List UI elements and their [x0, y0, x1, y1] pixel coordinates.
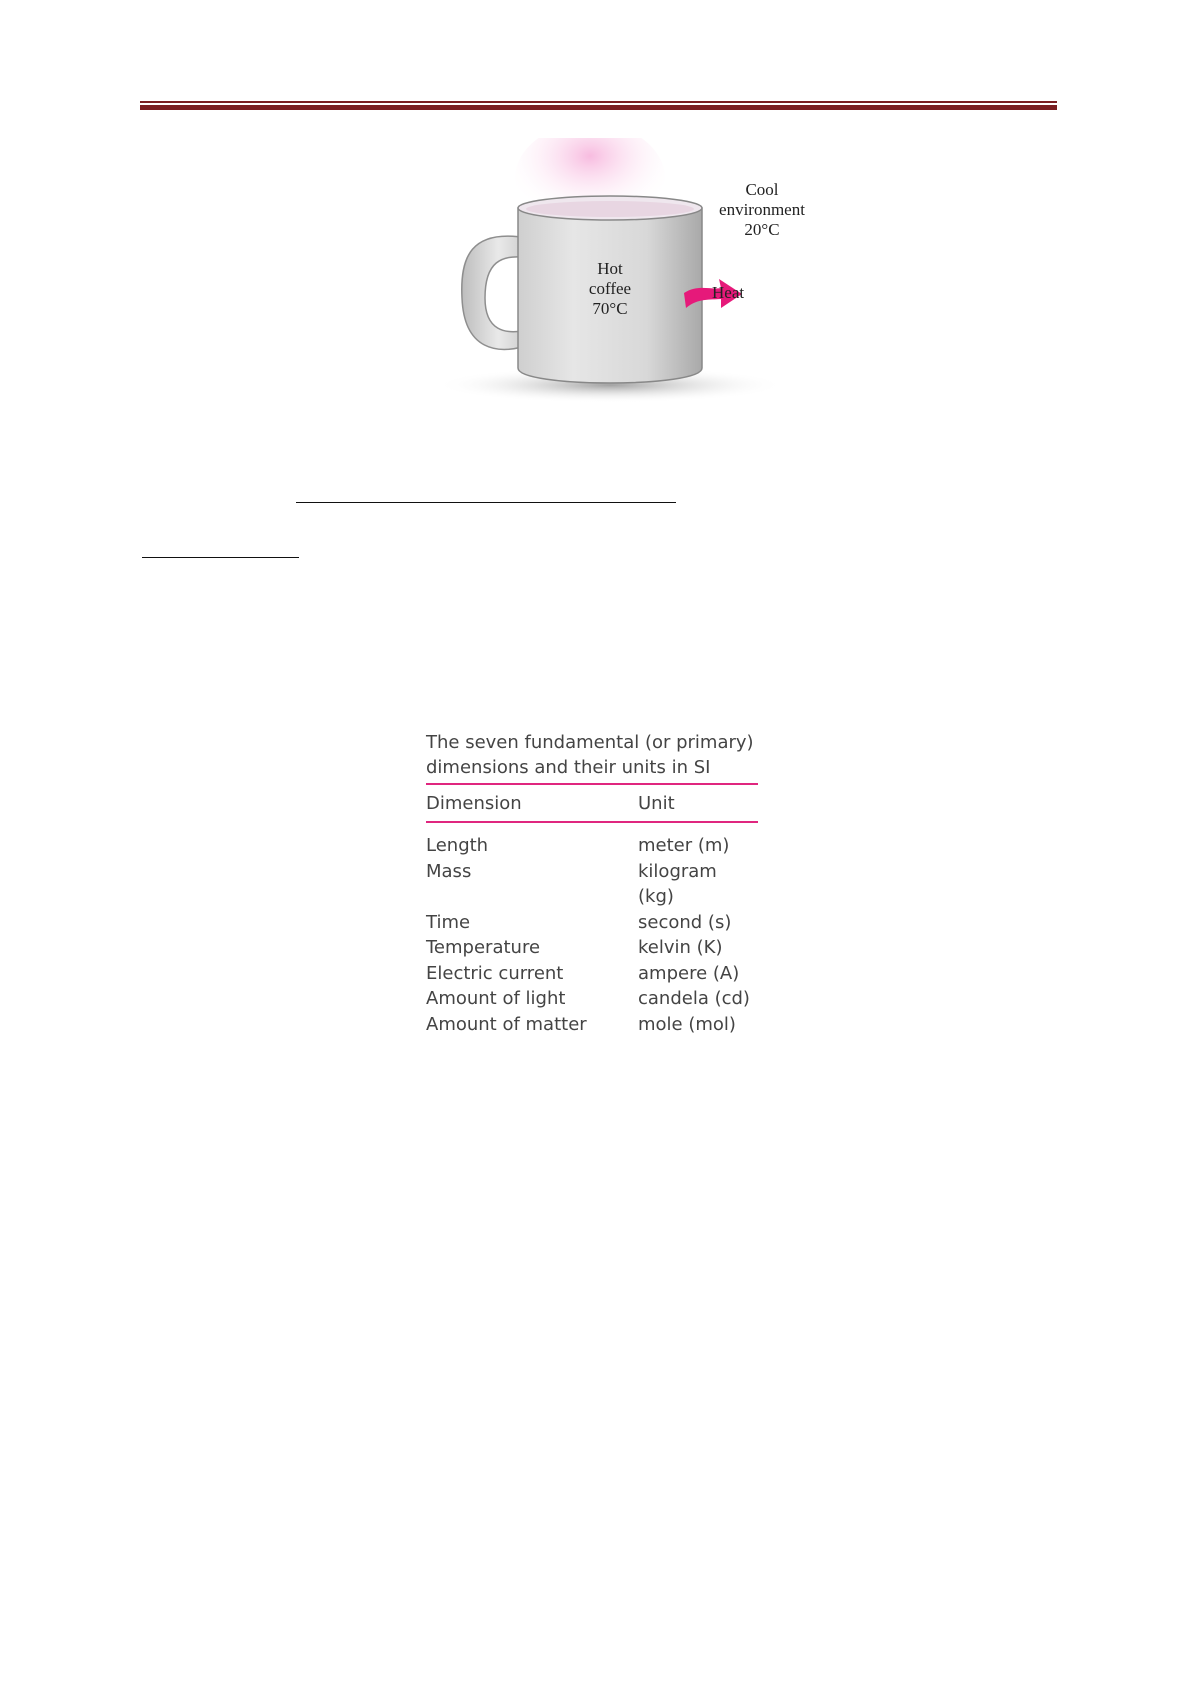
- table-row: [426, 910, 758, 936]
- cell-dimension: Temperature: [426, 937, 541, 958]
- cell-unit: candela (cd): [638, 988, 750, 1009]
- fill-in-blank-line: [142, 557, 299, 558]
- table-body: [426, 823, 758, 1037]
- table-row: [426, 1012, 758, 1038]
- table-row: [426, 833, 758, 859]
- cool-label-line: environment: [719, 200, 805, 219]
- caption-line: The seven fundamental (or primary): [426, 732, 754, 753]
- table-row: [426, 961, 758, 987]
- coffee-label-line: Hot: [597, 259, 623, 278]
- coffee-label-line: coffee: [588, 279, 632, 298]
- header-dimension: Dimension: [426, 793, 522, 814]
- header-rule: [140, 101, 1057, 111]
- cell-dimension: Mass: [426, 860, 472, 882]
- cool-label-line: Cool: [745, 180, 779, 199]
- table-row: [426, 935, 758, 961]
- header-rule-thin: [140, 101, 1057, 103]
- table-row: [426, 986, 758, 1012]
- cool-environment-label: [702, 180, 822, 240]
- cell-unit: mole (mol): [638, 1013, 736, 1035]
- header-unit: Unit: [638, 793, 675, 814]
- si-units-table: [426, 730, 758, 1037]
- hot-coffee-label: [555, 259, 665, 319]
- table-caption: [426, 730, 758, 783]
- cell-dimension: Electric current: [426, 962, 564, 984]
- cell-dimension: Time: [426, 911, 471, 933]
- cell-unit: meter (m): [638, 835, 730, 856]
- table-row: [426, 859, 758, 910]
- header-rule-thick: [140, 105, 1057, 110]
- cell-dimension: Amount of light: [426, 988, 566, 1009]
- table-header: [426, 785, 758, 821]
- cell-dimension: Length: [426, 835, 489, 856]
- fill-in-blank-line: [296, 502, 676, 503]
- cell-dimension: Amount of matter: [426, 1013, 587, 1035]
- cell-unit: second (s): [638, 911, 732, 933]
- heat-label: Heat: [712, 283, 745, 302]
- coffee-label-line: 70°C: [592, 299, 628, 318]
- caption-line: dimensions and their units in SI: [426, 757, 711, 778]
- cell-unit: kilogram (kg): [638, 860, 717, 907]
- mug-opening: [526, 201, 694, 217]
- cell-unit: ampere (A): [638, 962, 740, 984]
- coffee-mug-figure: [440, 138, 840, 413]
- cell-unit: kelvin (K): [638, 937, 723, 958]
- cool-label-line: 20°C: [744, 220, 780, 239]
